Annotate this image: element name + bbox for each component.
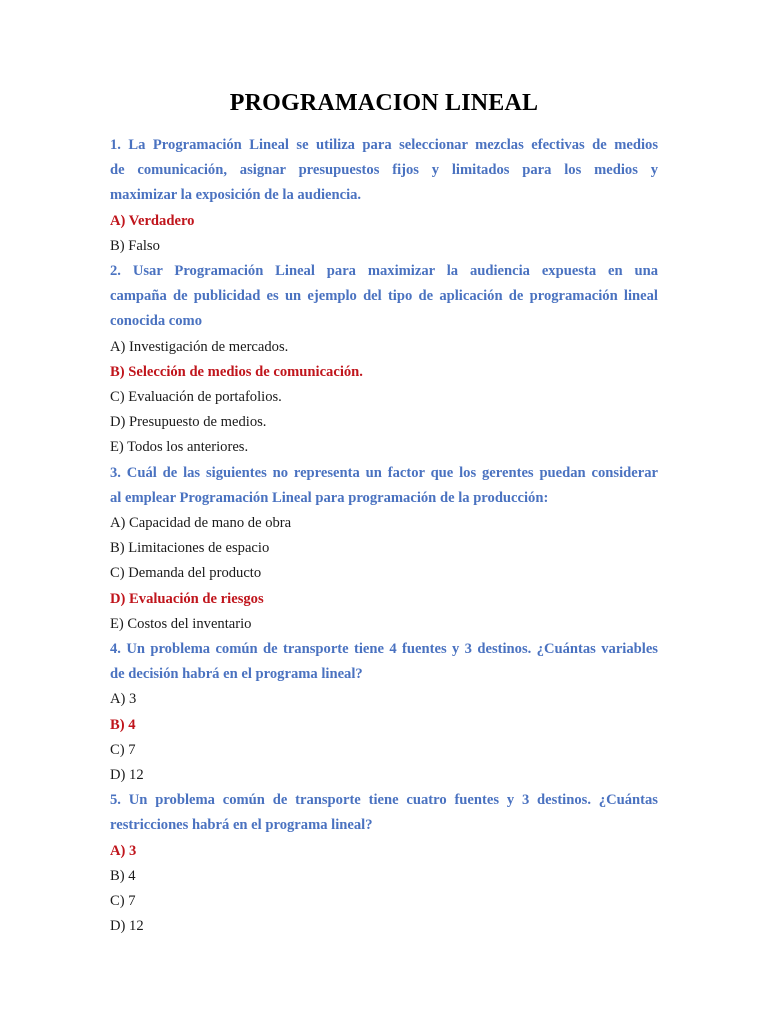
question-line: 1. La Programación Lineal se utiliza para seleccionar mezclas efectivas de medios — [110, 137, 658, 153]
question-text-3 — [110, 461, 658, 511]
answer-option: B) Falso — [110, 237, 160, 254]
document-title: PROGRAMACION LINEAL — [229, 90, 539, 116]
question-block-3 — [110, 461, 658, 637]
answer-option: A) Investigación de mercados. — [110, 338, 289, 355]
question-line: al emplear Programación Lineal para programación de la producción: — [110, 489, 549, 506]
answer-option: E) Costos del inventario — [110, 615, 252, 632]
question-line: 4. Un problema común de transporte tiene 4 fuentes y 3 destinos. ¿Cuántas variables — [110, 641, 658, 658]
answer-option: D) 12 — [110, 918, 144, 935]
answer-option: C) 7 — [110, 893, 136, 910]
question-text-4 — [110, 637, 658, 687]
question-line: 3. Cuál de las siguientes no representa un factor que los gerentes puedan considerar — [110, 464, 658, 481]
answer-option: A) Capacidad de mano de obra — [110, 515, 292, 532]
answer-option: E) Todos los anteriores. — [110, 439, 249, 456]
answer-option-correct: A) 3 — [110, 842, 137, 859]
question-block-4 — [110, 637, 658, 788]
answer-option-correct: B) Selección de medios de comunicación. — [110, 363, 363, 380]
question-line: restricciones habrá en el programa lineal? — [110, 817, 373, 834]
question-list — [110, 133, 658, 940]
answer-option: A) 3 — [110, 691, 137, 708]
question-line: conocida como — [110, 313, 203, 330]
question-block-2 — [110, 259, 658, 461]
question-line: maximizar la exposición de la audiencia. — [110, 187, 362, 204]
answer-option-correct: A) Verdadero — [110, 212, 195, 229]
question-text-1 — [110, 133, 658, 209]
answer-option: D) Presupuesto de medios. — [110, 414, 267, 431]
question-line: campaña de publicidad es un ejemplo del tipo de aplicación de programación lineal — [110, 288, 658, 305]
answer-option-correct: D) Evaluación de riesgos — [110, 590, 264, 607]
answer-option: C) 7 — [110, 741, 136, 758]
question-line: 5. Un problema común de transporte tiene cuatro fuentes y 3 destinos. ¿Cuántas — [110, 792, 658, 809]
question-line: de comunicación, asignar presupuestos fijos y limitados para los medios y — [110, 162, 658, 179]
question-block-1 — [110, 133, 658, 259]
answer-option: C) Evaluación de portafolios. — [110, 389, 282, 406]
answer-option-correct: B) 4 — [110, 716, 136, 733]
answer-option: C) Demanda del producto — [110, 565, 262, 582]
question-text-5 — [110, 788, 658, 838]
question-line: de decisión habrá en el programa lineal? — [110, 666, 363, 683]
question-block-5 — [110, 788, 658, 939]
question-text-2 — [110, 259, 658, 335]
answer-option: B) 4 — [110, 867, 136, 884]
question-line: 2. Usar Programación Lineal para maximizar la audiencia expuesta en una — [110, 263, 658, 280]
answer-option: B) Limitaciones de espacio — [110, 540, 270, 557]
page-content — [110, 0, 658, 940]
answer-option: D) 12 — [110, 767, 144, 784]
